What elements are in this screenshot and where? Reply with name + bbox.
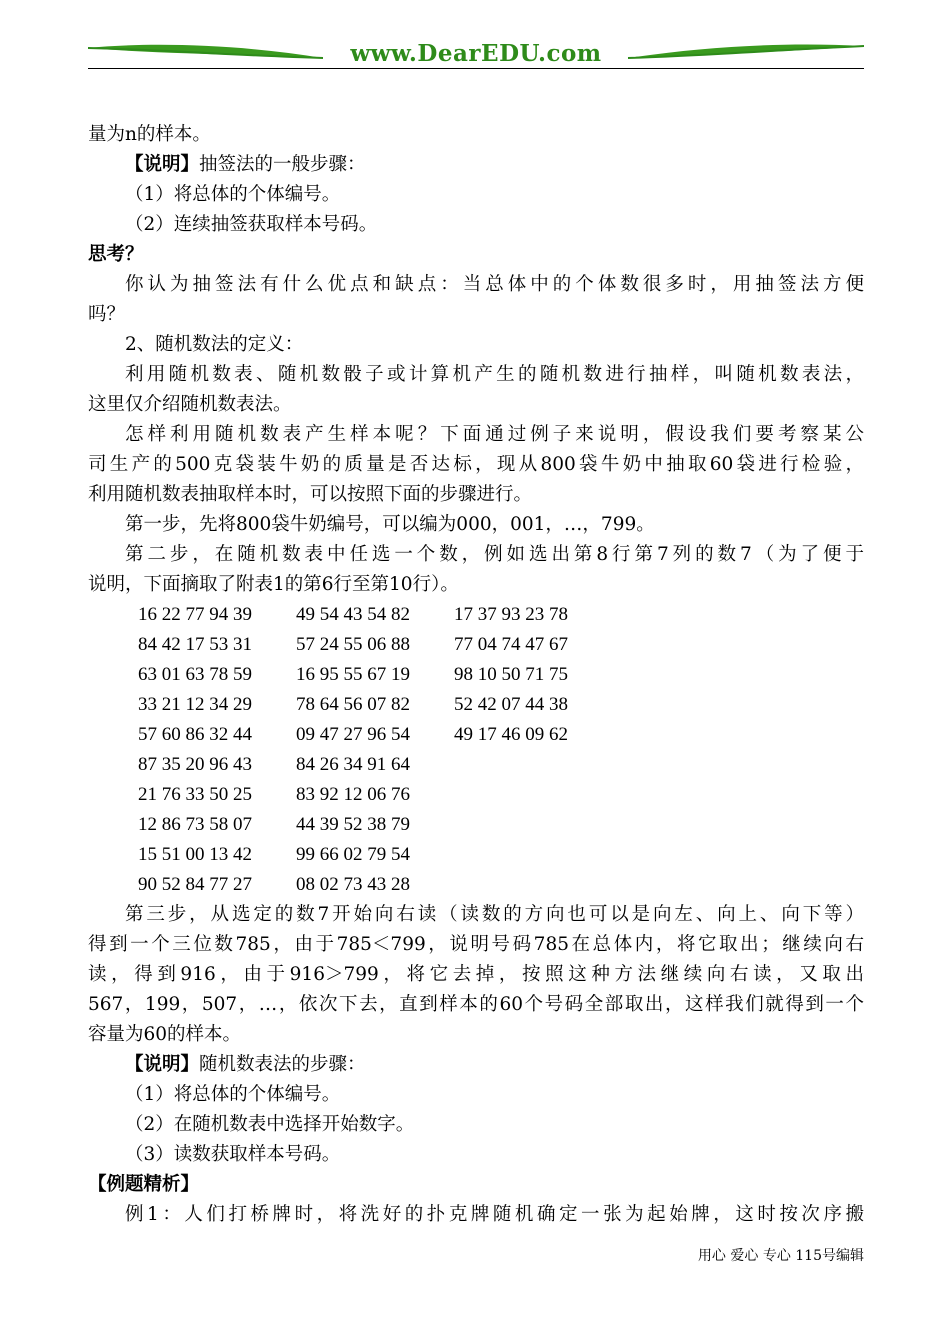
table-row: [138, 840, 612, 870]
table-cell: [454, 870, 612, 900]
section-heading: 【例题精析】: [88, 1174, 200, 1195]
note-text: 随机数表法的步骤：: [199, 1054, 366, 1075]
table-cell: 16 22 77 94 39: [138, 604, 252, 625]
note-line: [88, 150, 864, 180]
table-cell: 78 64 56 07 82: [296, 694, 410, 715]
site-logo-text: www.DearEDU.com: [350, 40, 602, 67]
paragraph-line: 利用随机数表、随机数骰子或计算机产生的随机数进行抽样，叫随机数表法，: [125, 364, 864, 385]
table-row: [138, 630, 612, 660]
paragraph-line: 第三步，从选定的数7开始向右读（读数的方向也可以是向左、向上、向下等）: [125, 904, 864, 925]
document-body: [88, 120, 864, 1230]
table-cell: 90 52 84 77 27: [138, 874, 252, 895]
note-label: 【说明】: [125, 1054, 200, 1075]
table-cell: 08 02 73 43 28: [296, 874, 410, 895]
note-label: 【说明】: [125, 154, 200, 175]
table-row: [138, 870, 612, 900]
table-cell: 44 39 52 38 79: [296, 814, 410, 835]
paragraph-line: 567，199，507，…，依次下去，直到样本的60个号码全部取出，这样我们就得到一个: [88, 994, 864, 1015]
table-cell: 63 01 63 78 59: [138, 664, 252, 685]
note-line: [88, 1050, 864, 1080]
paragraph-line: 怎样利用随机数表产生样本呢？下面通过例子来说明，假设我们要考察某公: [125, 424, 864, 445]
step-item: （2）连续抽签获取样本号码。: [125, 214, 378, 235]
paragraph-line: 第二步，在随机数表中任选一个数，例如选出第8行第7列的数7（为了便于: [125, 544, 864, 565]
table-cell: 99 66 02 79 54: [296, 844, 410, 865]
header-divider: [88, 68, 864, 69]
table-cell: 87 35 20 96 43: [138, 754, 252, 775]
paragraph-line: 这里仅介绍随机数表法。: [88, 394, 292, 415]
table-cell: 77 04 74 47 67: [454, 634, 568, 655]
paragraph-line: 吗？: [88, 304, 126, 325]
table-cell: 21 76 33 50 25: [138, 784, 252, 805]
paragraph-line: 司生产的500克袋装牛奶的质量是否达标，现从800袋牛奶中抽取60袋进行检验，: [88, 454, 864, 475]
table-cell: 09 47 27 96 54: [296, 724, 410, 745]
table-row: [138, 750, 612, 780]
table-cell: 84 42 17 53 31: [138, 634, 252, 655]
paragraph-line: 得到一个三位数785，由于785＜799，说明号码785在总体内，将它取出；继续向右: [88, 934, 864, 955]
table-cell: 57 60 86 32 44: [138, 724, 252, 745]
table-row: [138, 660, 612, 690]
table-cell: 83 92 12 06 76: [296, 784, 410, 805]
table-cell: 52 42 07 44 38: [454, 694, 568, 715]
paragraph-line: 你认为抽签法有什么优点和缺点：当总体中的个体数很多时，用抽签法方便: [125, 274, 864, 295]
table-cell: 98 10 50 71 75: [454, 664, 568, 685]
table-row: [138, 690, 612, 720]
table-cell: 15 51 00 13 42: [138, 844, 252, 865]
table-cell: [454, 840, 612, 870]
table-row: [138, 720, 612, 750]
paragraph-line: 量为n的样本。: [88, 124, 211, 145]
paragraph-line: 2、随机数法的定义：: [125, 334, 304, 355]
paragraph-line: 第一步，先将800袋牛奶编号，可以编为000，001，…，799。: [125, 514, 655, 535]
table-row: [138, 780, 612, 810]
paragraph-line: 说明，下面摘取了附表1的第6行至第10行）。: [88, 574, 459, 595]
table-cell: 17 37 93 23 78: [454, 604, 568, 625]
section-heading: 思考？: [88, 244, 144, 265]
paragraph-line: 例1：人们打桥牌时，将洗好的扑克牌随机确定一张为起始牌，这时按次序搬: [125, 1204, 864, 1225]
table-cell: [454, 750, 612, 780]
paragraph-line: 利用随机数表抽取样本时，可以按照下面的步骤进行。: [88, 484, 533, 505]
paragraph-line: 容量为60的样本。: [88, 1024, 242, 1045]
page-footer: 用心 爱心 专心 115号编辑: [697, 1248, 864, 1264]
step-item: （2）在随机数表中选择开始数字。: [125, 1114, 415, 1135]
step-item: （1）将总体的个体编号。: [125, 184, 341, 205]
table-cell: 49 54 43 54 82: [296, 604, 410, 625]
table-cell: 16 95 55 67 19: [296, 664, 410, 685]
table-cell: [454, 810, 612, 840]
table-cell: 49 17 46 09 62: [454, 724, 568, 745]
step-item: （3）读数获取样本号码。: [125, 1144, 341, 1165]
table-cell: 33 21 12 34 29: [138, 694, 252, 715]
table-cell: [454, 780, 612, 810]
table-cell: 12 86 73 58 07: [138, 814, 252, 835]
page-header: [88, 36, 864, 70]
paragraph-line: 读，得到916，由于916＞799，将它去掉，按照这种方法继续向右读，又取出: [88, 964, 864, 985]
table-row: [138, 810, 612, 840]
note-text: 抽签法的一般步骤：: [199, 154, 366, 175]
step-item: （1）将总体的个体编号。: [125, 1084, 341, 1105]
table-cell: 84 26 34 91 64: [296, 754, 410, 775]
table-row: [138, 600, 612, 630]
table-cell: 57 24 55 06 88: [296, 634, 410, 655]
random-number-table: [138, 600, 612, 900]
